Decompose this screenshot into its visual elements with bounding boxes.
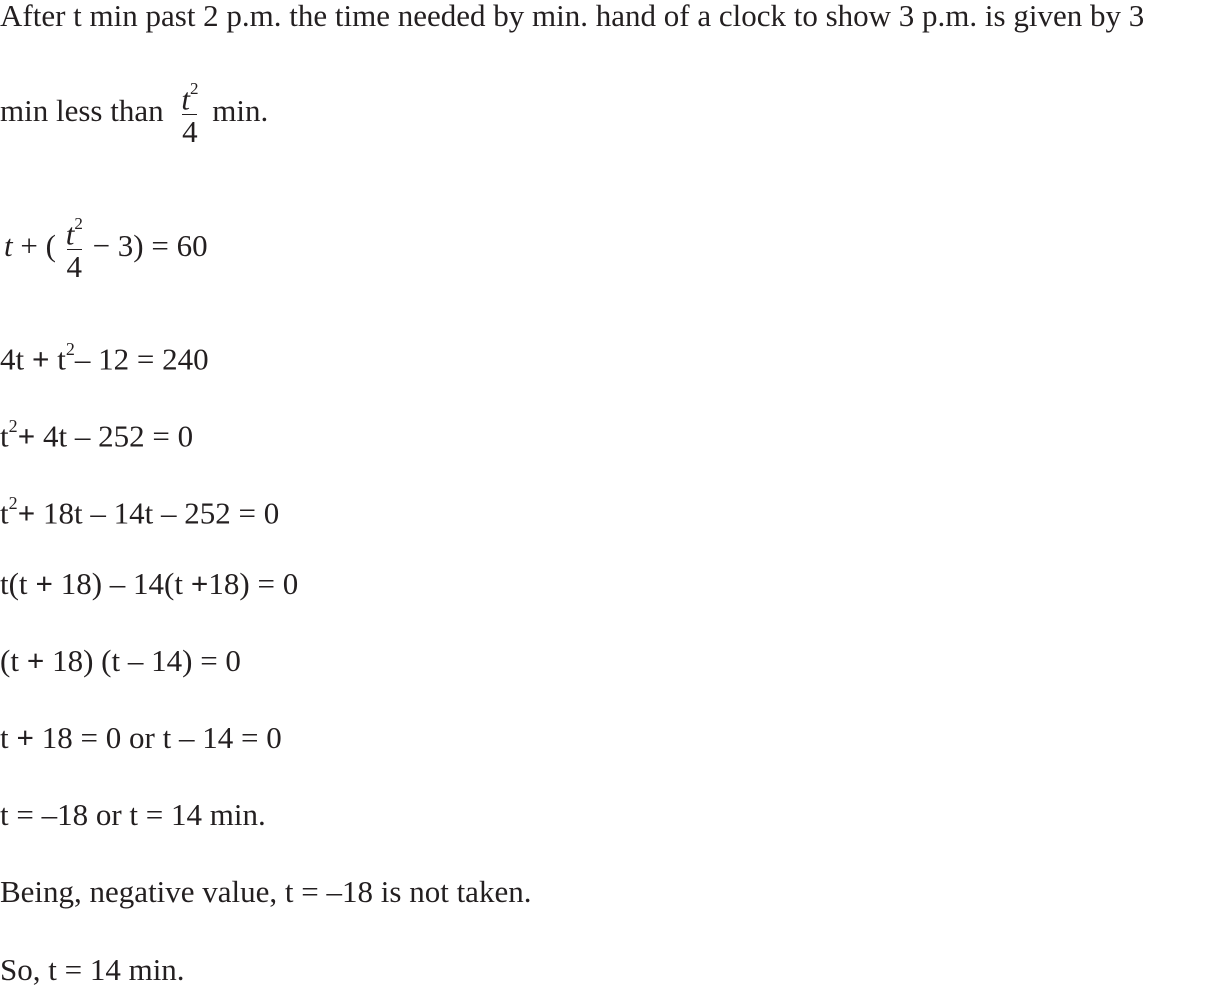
note-line [0,874,531,910]
eq3-exponent: 2 [8,416,18,436]
intro-text-2a: min less than [0,92,164,128]
intro-text-2b: min. [212,92,269,128]
equation-7 [0,720,282,756]
eq1-plus-paren: + ( [20,227,56,263]
frac-exponent: 2 [189,79,199,98]
frac-numerator: t [181,81,190,117]
eq5-part-b: 18) – 14(t [52,566,191,601]
eq1-variable: t [4,227,13,263]
eq6-plus: + [26,643,45,678]
eq2-part-b: t [49,341,66,377]
eq3-part-b: 4t – 252 = 0 [35,418,194,454]
equation-8 [0,797,266,833]
conclusion-line [0,952,185,988]
eq1-tail: − 3) = 60 [92,227,208,263]
eq7-plus: + [16,720,35,755]
eq4-plus: + [17,495,36,531]
conclusion-text: So, t = 14 min. [0,952,185,987]
intro-line-1 [0,0,1144,34]
eq5-part-a: t(t [0,566,36,601]
eq3-part-a: t [0,418,9,454]
eq6-part-b: 18) (t – 14) = 0 [44,643,241,678]
equation-4 [0,488,279,531]
eq1-fraction [66,213,83,284]
eq4-part-b: 18t – 14t – 252 = 0 [35,495,280,531]
eq2-part-c: – 12 = 240 [74,341,209,377]
note-text: Being, negative value, t = –18 is not taken. [0,874,532,909]
equation-3 [0,411,193,454]
eq1-frac-exponent: 2 [74,214,83,233]
intro-line-2 [0,78,268,149]
eq5-plus: + [35,566,53,601]
frac-denominator: 4 [182,114,198,150]
t-squared-over-4-fraction [181,78,198,149]
eq2-exponent: 2 [65,339,75,359]
eq5-part-c: 18) = 0 [208,566,299,601]
eq7-part-a: t [0,720,17,755]
intro-text-1: After t min past 2 p.m. the time needed by min. hand of a clock to show 3 p.m. is given by 3 [0,0,1145,33]
eq2-part-a: 4t [0,341,32,377]
eq4-part-a: t [0,495,9,531]
eq8-text: t = –18 or t = 14 min. [0,797,266,832]
eq3-plus: + [17,418,36,454]
eq5-plus-2: + [190,566,209,601]
equation-6 [0,643,241,679]
eq6-part-a: (t [0,643,27,678]
eq7-part-b: 18 = 0 or t – 14 = 0 [34,720,282,755]
eq1-frac-numerator: t [65,216,75,252]
eq4-exponent: 2 [8,493,18,513]
equation-2 [0,334,209,377]
eq1-frac-denominator: 4 [66,249,82,285]
equation-5 [0,566,298,602]
equation-1 [0,213,208,284]
eq2-plus: + [31,341,50,377]
